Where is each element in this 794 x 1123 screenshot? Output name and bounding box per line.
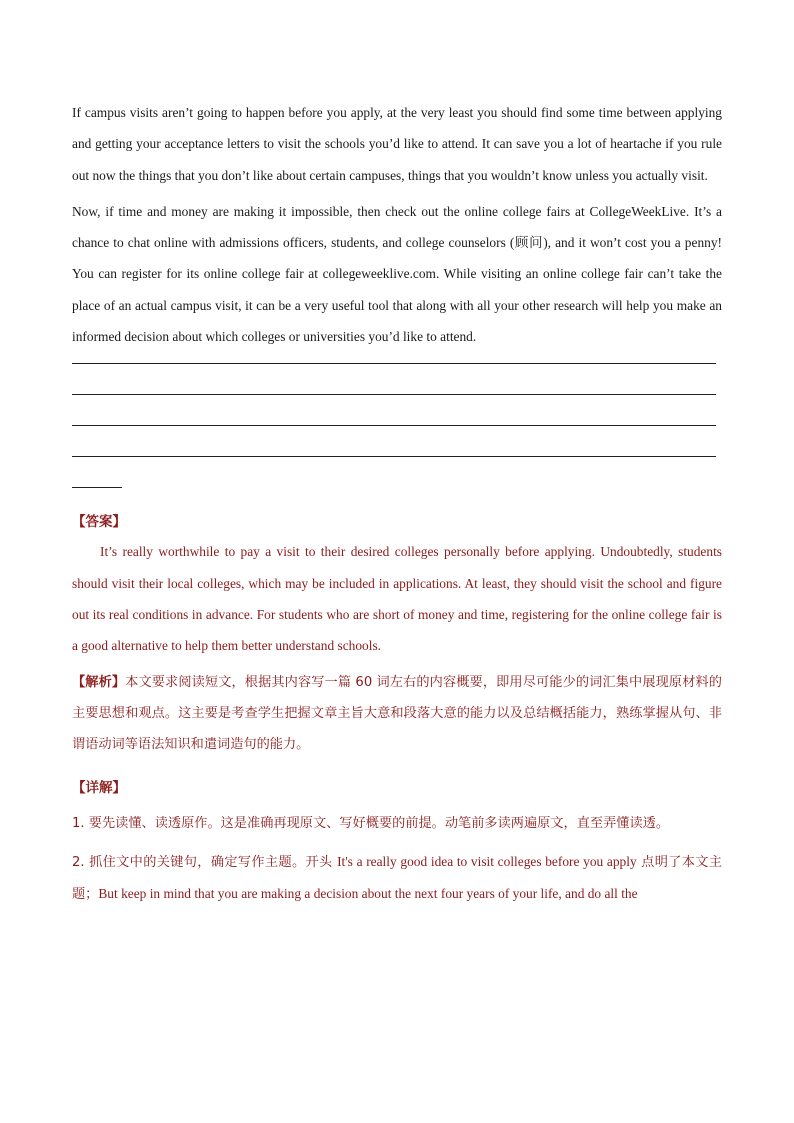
writing-line[interactable] bbox=[72, 363, 716, 364]
document-page bbox=[72, 97, 722, 910]
detail-item-2-quote2: But keep in mind that you are making a decision about the next four years of your life, and do all the bbox=[98, 886, 638, 902]
analysis-section bbox=[72, 667, 722, 761]
passage-paragraph-1: If campus visits aren’t going to happen before you apply, at the very least you should find some time between applying and getting your acceptance letters to visit the schools you’d like to attend. It can save you a lot of heartache if you rule out now the things that you don’t like about certain campuses, things that you wouldn’t know unless you actually visit. bbox=[72, 105, 722, 183]
detail-heading: 【详解】 bbox=[72, 780, 126, 797]
analysis-text: 本文要求阅读短文，根据其内容写一篇 60 词左右的内容概要，即用尽可能少的词汇集中展现原材料的主要思想和观点。这主要是考查学生把握文章主旨大意和段落大意的能力以及总结概括能力，熟练掌握从句、非谓语动词等语法知识和遣词造句的能力。 bbox=[72, 674, 722, 753]
answer-writing-lines[interactable] bbox=[72, 363, 722, 488]
writing-line[interactable] bbox=[72, 425, 716, 426]
detail-item-2-quote: It's a really good idea to visit colleges before you apply bbox=[337, 853, 637, 869]
answer-heading: 【答案】 bbox=[72, 514, 126, 531]
writing-line[interactable] bbox=[72, 456, 716, 457]
writing-line-short[interactable] bbox=[72, 487, 122, 488]
detail-item-2-mid: 点明了本文主题； bbox=[72, 854, 722, 903]
analysis-heading: 【解析】 bbox=[72, 674, 126, 690]
passage-paragraph-2: Now, if time and money are making it impossible, then check out the online college fairs at CollegeWeekLive. It’s a chance to chat online with admissions officers, students, and college counselors (顾问), and it won’t cost you a penny! You can register for its online college fair at collegeweeklive.com. While visiting an online college fair can’t take the place of an actual campus visit, it can be a very useful tool that along with all your other research will help you make an informed decision about which colleges or universities you’d like to attend. bbox=[72, 203, 722, 345]
answer-text: It’s really worthwhile to pay a visit to their desired colleges personally before applying. Undoubtedly, students should visit their local colleges, which may be included in applications. At least, they should visit the school and figure out its real conditions in advance. For students who are short of money and time, registering for the online college fair is a good alternative to help them better understand schools. bbox=[72, 544, 722, 654]
detail-item-2-prefix: 2. 抓住文中的关键句，确定写作主题。开头 bbox=[72, 854, 338, 870]
writing-line[interactable] bbox=[72, 394, 716, 395]
detail-item-1: 1. 要先读懂、读透原作。这是准确再现原文、写好概要的前提。动笔前多读两遍原文，直至弄懂读透。 bbox=[72, 816, 670, 832]
detail-item-2 bbox=[72, 846, 722, 911]
